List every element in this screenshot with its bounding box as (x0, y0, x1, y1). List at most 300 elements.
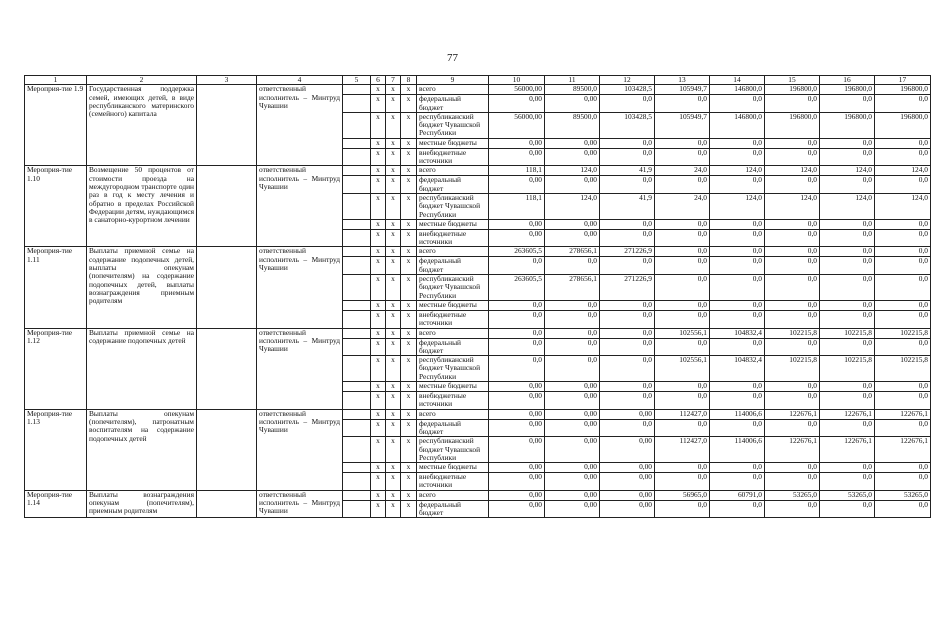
empty-cell (343, 437, 371, 463)
funding-source: местные бюджеты (417, 138, 489, 148)
amount-cell: 0,00 (600, 463, 655, 473)
amount-cell: 0,0 (545, 310, 600, 328)
x-mark: x (386, 356, 401, 382)
amount-cell: 196800,0 (875, 112, 931, 138)
amount-cell: 118,1 (489, 193, 545, 219)
empty-cell (343, 138, 371, 148)
amount-cell: 0,0 (655, 229, 710, 247)
funding-source: республиканский бюджет Чувашской Республики (417, 437, 489, 463)
x-mark: x (371, 166, 386, 176)
amount-cell: 0,00 (600, 437, 655, 463)
amount-cell: 0,00 (545, 437, 600, 463)
amount-cell: 0,0 (600, 356, 655, 382)
amount-cell: 102215,8 (820, 328, 875, 338)
column-number-header: 2 (87, 76, 197, 85)
amount-cell: 0,0 (600, 176, 655, 194)
funding-source: республиканский бюджет Чувашской Республики (417, 356, 489, 382)
amount-cell: 0,0 (710, 500, 765, 518)
amount-cell: 0,0 (765, 392, 820, 410)
amount-cell: 0,0 (655, 148, 710, 166)
amount-cell: 122676,1 (765, 409, 820, 419)
empty-cell (343, 328, 371, 338)
amount-cell: 0,0 (820, 382, 875, 392)
responsible-executor: ответственный исполнитель – Минтруд Чувашии (257, 328, 343, 409)
empty-cell (197, 409, 257, 490)
amount-cell: 0,0 (545, 300, 600, 310)
amount-cell: 0,0 (710, 300, 765, 310)
amount-cell: 196800,0 (765, 85, 820, 95)
amount-cell: 114006,6 (710, 409, 765, 419)
amount-cell: 0,0 (765, 247, 820, 257)
funding-source: внебюджетные источники (417, 310, 489, 328)
amount-cell: 89500,0 (545, 85, 600, 95)
amount-cell: 0,00 (489, 219, 545, 229)
funding-source: республиканский бюджет Чувашской Республики (417, 275, 489, 301)
amount-cell: 0,0 (875, 247, 931, 257)
empty-cell (343, 419, 371, 437)
x-mark: x (401, 356, 417, 382)
amount-cell: 278656,1 (545, 247, 600, 257)
responsible-executor: ответственный исполнитель – Минтруд Чувашии (257, 490, 343, 518)
amount-cell: 0,0 (820, 176, 875, 194)
amount-cell: 0,0 (545, 257, 600, 275)
amount-cell: 102215,8 (875, 328, 931, 338)
amount-cell: 56000,00 (489, 85, 545, 95)
amount-cell: 0,0 (655, 500, 710, 518)
funding-source: всего (417, 166, 489, 176)
amount-cell: 0,0 (655, 219, 710, 229)
responsible-executor: ответственный исполнитель – Минтруд Чувашии (257, 247, 343, 328)
column-number-header: 14 (710, 76, 765, 85)
amount-cell: 0,00 (545, 409, 600, 419)
empty-cell (197, 328, 257, 409)
x-mark: x (401, 437, 417, 463)
amount-cell: 0,0 (765, 419, 820, 437)
amount-cell: 0,0 (765, 176, 820, 194)
amount-cell: 0,0 (655, 338, 710, 356)
column-number-header: 3 (197, 76, 257, 85)
amount-cell: 196800,0 (875, 85, 931, 95)
amount-cell: 41,9 (600, 193, 655, 219)
amount-cell: 104832,4 (710, 356, 765, 382)
amount-cell: 118,1 (489, 166, 545, 176)
responsible-executor: ответственный исполнитель – Минтруд Чувашии (257, 166, 343, 247)
amount-cell: 0,00 (545, 419, 600, 437)
funding-source: всего (417, 409, 489, 419)
amount-cell: 0,0 (655, 463, 710, 473)
empty-cell (343, 338, 371, 356)
x-mark: x (371, 85, 386, 95)
column-number-header: 4 (257, 76, 343, 85)
amount-cell: 0,0 (875, 473, 931, 491)
amount-cell: 0,0 (820, 463, 875, 473)
x-mark: x (401, 112, 417, 138)
amount-cell: 0,0 (765, 382, 820, 392)
amount-cell: 104832,4 (710, 328, 765, 338)
empty-cell (197, 247, 257, 328)
amount-cell: 124,0 (765, 166, 820, 176)
amount-cell: 0,0 (489, 310, 545, 328)
empty-cell (343, 463, 371, 473)
funding-source: федеральный бюджет (417, 338, 489, 356)
amount-cell: 0,0 (765, 300, 820, 310)
amount-cell: 0,0 (545, 356, 600, 382)
x-mark: x (371, 219, 386, 229)
budget-table (24, 75, 931, 518)
x-mark: x (386, 275, 401, 301)
x-mark: x (386, 166, 401, 176)
amount-cell: 0,00 (545, 138, 600, 148)
empty-cell (343, 148, 371, 166)
responsible-executor: ответственный исполнитель – Минтруд Чувашии (257, 409, 343, 490)
x-mark: x (371, 409, 386, 419)
funding-source: внебюджетные источники (417, 229, 489, 247)
x-mark: x (401, 463, 417, 473)
amount-cell: 0,0 (875, 500, 931, 518)
x-mark: x (401, 257, 417, 275)
amount-cell: 0,00 (545, 473, 600, 491)
funding-source: федеральный бюджет (417, 257, 489, 275)
amount-cell: 0,0 (875, 419, 931, 437)
measure-name: Мероприя-тие 1.14 (25, 490, 87, 518)
amount-cell: 0,00 (545, 229, 600, 247)
x-mark: x (371, 300, 386, 310)
amount-cell: 0,00 (489, 148, 545, 166)
empty-cell (343, 392, 371, 410)
amount-cell: 278656,1 (545, 275, 600, 301)
amount-cell: 122676,1 (875, 437, 931, 463)
amount-cell: 0,0 (710, 275, 765, 301)
funding-source: внебюджетные источники (417, 473, 489, 491)
x-mark: x (386, 419, 401, 437)
x-mark: x (371, 176, 386, 194)
funding-source: внебюджетные источники (417, 148, 489, 166)
amount-cell: 102215,8 (765, 356, 820, 382)
amount-cell: 0,00 (545, 490, 600, 500)
column-number-header: 11 (545, 76, 600, 85)
amount-cell: 0,00 (489, 437, 545, 463)
x-mark: x (401, 310, 417, 328)
amount-cell: 124,0 (765, 193, 820, 219)
amount-cell: 0,00 (489, 500, 545, 518)
x-mark: x (401, 85, 417, 95)
amount-cell: 263605,5 (489, 275, 545, 301)
funding-source: всего (417, 490, 489, 500)
column-number-header: 15 (765, 76, 820, 85)
amount-cell: 0,00 (489, 95, 545, 113)
amount-cell: 56965,0 (655, 490, 710, 500)
funding-source: федеральный бюджет (417, 419, 489, 437)
table-row (25, 490, 931, 500)
empty-cell (343, 300, 371, 310)
x-mark: x (371, 247, 386, 257)
amount-cell: 0,0 (820, 500, 875, 518)
amount-cell: 0,0 (655, 247, 710, 257)
empty-cell (343, 219, 371, 229)
amount-cell: 124,0 (820, 166, 875, 176)
column-number-header: 5 (343, 76, 371, 85)
x-mark: x (401, 392, 417, 410)
amount-cell: 0,00 (545, 176, 600, 194)
amount-cell: 105949,7 (655, 112, 710, 138)
column-number-header: 9 (417, 76, 489, 85)
funding-source: федеральный бюджет (417, 176, 489, 194)
amount-cell: 0,0 (875, 138, 931, 148)
amount-cell: 0,00 (545, 500, 600, 518)
x-mark: x (401, 473, 417, 491)
amount-cell: 124,0 (710, 166, 765, 176)
amount-cell: 24,0 (655, 193, 710, 219)
x-mark: x (371, 112, 386, 138)
amount-cell: 105949,7 (655, 85, 710, 95)
x-mark: x (386, 338, 401, 356)
amount-cell: 0,0 (765, 310, 820, 328)
x-mark: x (386, 148, 401, 166)
amount-cell: 102215,8 (765, 328, 820, 338)
x-mark: x (371, 356, 386, 382)
x-mark: x (371, 338, 386, 356)
amount-cell: 0,0 (710, 148, 765, 166)
column-number-header: 12 (600, 76, 655, 85)
funding-source: местные бюджеты (417, 382, 489, 392)
amount-cell: 112427,0 (655, 409, 710, 419)
amount-cell: 0,0 (710, 310, 765, 328)
x-mark: x (401, 95, 417, 113)
amount-cell: 0,0 (710, 257, 765, 275)
amount-cell: 0,0 (655, 257, 710, 275)
amount-cell: 0,0 (600, 328, 655, 338)
amount-cell: 0,0 (820, 95, 875, 113)
amount-cell: 0,00 (489, 382, 545, 392)
amount-cell: 0,0 (875, 300, 931, 310)
amount-cell: 0,0 (875, 148, 931, 166)
empty-cell (343, 275, 371, 301)
amount-cell: 0,0 (710, 219, 765, 229)
x-mark: x (401, 490, 417, 500)
amount-cell: 0,0 (710, 463, 765, 473)
amount-cell: 0,0 (489, 356, 545, 382)
amount-cell: 0,0 (875, 257, 931, 275)
x-mark: x (371, 328, 386, 338)
amount-cell: 0,0 (710, 473, 765, 491)
x-mark: x (386, 176, 401, 194)
empty-cell (343, 473, 371, 491)
amount-cell: 0,0 (655, 138, 710, 148)
empty-cell (343, 95, 371, 113)
amount-cell: 0,0 (875, 463, 931, 473)
funding-source: федеральный бюджет (417, 500, 489, 518)
amount-cell: 0,0 (875, 275, 931, 301)
amount-cell: 103428,5 (600, 112, 655, 138)
x-mark: x (386, 500, 401, 518)
funding-source: местные бюджеты (417, 463, 489, 473)
x-mark: x (386, 490, 401, 500)
empty-cell (343, 409, 371, 419)
amount-cell: 0,00 (545, 148, 600, 166)
amount-cell: 0,0 (600, 310, 655, 328)
amount-cell: 0,0 (765, 95, 820, 113)
x-mark: x (371, 275, 386, 301)
x-mark: x (386, 229, 401, 247)
amount-cell: 102556,1 (655, 356, 710, 382)
amount-cell: 0,0 (489, 338, 545, 356)
x-mark: x (371, 382, 386, 392)
amount-cell: 0,0 (600, 219, 655, 229)
column-number-header: 16 (820, 76, 875, 85)
x-mark: x (386, 409, 401, 419)
amount-cell: 0,0 (655, 176, 710, 194)
amount-cell: 0,00 (489, 419, 545, 437)
amount-cell: 122676,1 (765, 437, 820, 463)
amount-cell: 271226,9 (600, 275, 655, 301)
amount-cell: 0,0 (820, 310, 875, 328)
amount-cell: 0,0 (820, 229, 875, 247)
measure-description: Выплаты вознаграждения опекунам (попечителям), приемным родителям (87, 490, 197, 518)
amount-cell: 0,0 (875, 382, 931, 392)
amount-cell: 0,0 (765, 148, 820, 166)
amount-cell: 0,0 (820, 300, 875, 310)
empty-cell (197, 490, 257, 518)
x-mark: x (386, 95, 401, 113)
x-mark: x (401, 247, 417, 257)
amount-cell: 0,0 (875, 310, 931, 328)
x-mark: x (401, 219, 417, 229)
amount-cell: 0,0 (655, 419, 710, 437)
amount-cell: 0,0 (655, 392, 710, 410)
x-mark: x (371, 419, 386, 437)
amount-cell: 0,0 (600, 300, 655, 310)
amount-cell: 0,00 (489, 392, 545, 410)
column-number-header: 6 (371, 76, 386, 85)
amount-cell: 53265,0 (765, 490, 820, 500)
x-mark: x (401, 166, 417, 176)
x-mark: x (401, 300, 417, 310)
amount-cell: 124,0 (545, 166, 600, 176)
amount-cell: 0,0 (545, 338, 600, 356)
x-mark: x (401, 338, 417, 356)
x-mark: x (401, 229, 417, 247)
amount-cell: 0,0 (875, 95, 931, 113)
empty-cell (343, 193, 371, 219)
amount-cell: 0,0 (765, 229, 820, 247)
table-row (25, 409, 931, 419)
x-mark: x (386, 85, 401, 95)
amount-cell: 0,0 (765, 219, 820, 229)
measure-description: Возмещение 50 процентов от стоимости проезда на междугородном транспорте один раз в год к месту лечения и обратно в пределах Российской Федерации детям, нуждающимся в санаторно-курортном лечении (87, 166, 197, 247)
x-mark: x (401, 419, 417, 437)
amount-cell: 0,0 (489, 328, 545, 338)
table-body (25, 76, 931, 518)
amount-cell: 0,0 (655, 95, 710, 113)
amount-cell: 0,0 (600, 392, 655, 410)
amount-cell: 122676,1 (820, 437, 875, 463)
column-number-header: 17 (875, 76, 931, 85)
x-mark: x (401, 148, 417, 166)
amount-cell: 0,00 (545, 382, 600, 392)
measure-name: Мероприя-тие 1.13 (25, 409, 87, 490)
amount-cell: 124,0 (710, 193, 765, 219)
x-mark: x (371, 473, 386, 491)
amount-cell: 0,0 (710, 392, 765, 410)
amount-cell: 102556,1 (655, 328, 710, 338)
amount-cell: 0,0 (710, 247, 765, 257)
x-mark: x (386, 219, 401, 229)
x-mark: x (371, 229, 386, 247)
x-mark: x (386, 310, 401, 328)
x-mark: x (386, 437, 401, 463)
x-mark: x (371, 138, 386, 148)
amount-cell: 0,00 (545, 95, 600, 113)
table-row (25, 85, 931, 95)
amount-cell: 0,0 (820, 473, 875, 491)
funding-source: местные бюджеты (417, 300, 489, 310)
amount-cell: 0,0 (820, 338, 875, 356)
table-row (25, 247, 931, 257)
amount-cell: 53265,0 (820, 490, 875, 500)
amount-cell: 146800,0 (710, 85, 765, 95)
amount-cell: 0,00 (489, 473, 545, 491)
x-mark: x (386, 463, 401, 473)
amount-cell: 0,0 (545, 328, 600, 338)
x-mark: x (371, 193, 386, 219)
amount-cell: 0,0 (875, 338, 931, 356)
measure-name: Мероприя-тие 1.10 (25, 166, 87, 247)
measure-name: Мероприя-тие 1.12 (25, 328, 87, 409)
amount-cell: 0,0 (820, 148, 875, 166)
amount-cell: 0,0 (710, 176, 765, 194)
measure-description: Выплаты приемной семье на содержание подопечных детей (87, 328, 197, 409)
amount-cell: 0,00 (489, 229, 545, 247)
amount-cell: 56000,00 (489, 112, 545, 138)
amount-cell: 0,0 (600, 257, 655, 275)
empty-cell (343, 382, 371, 392)
empty-cell (197, 85, 257, 166)
x-mark: x (401, 275, 417, 301)
amount-cell: 0,0 (655, 275, 710, 301)
empty-cell (197, 166, 257, 247)
amount-cell: 0,0 (765, 463, 820, 473)
amount-cell: 60791,0 (710, 490, 765, 500)
amount-cell: 102215,8 (875, 356, 931, 382)
x-mark: x (386, 382, 401, 392)
amount-cell: 0,00 (489, 490, 545, 500)
amount-cell: 271226,9 (600, 247, 655, 257)
amount-cell: 0,0 (820, 257, 875, 275)
x-mark: x (386, 138, 401, 148)
amount-cell: 196800,0 (765, 112, 820, 138)
amount-cell: 0,0 (489, 257, 545, 275)
amount-cell: 124,0 (875, 193, 931, 219)
amount-cell: 0,00 (545, 219, 600, 229)
amount-cell: 89500,0 (545, 112, 600, 138)
x-mark: x (386, 300, 401, 310)
column-number-header: 7 (386, 76, 401, 85)
x-mark: x (401, 328, 417, 338)
amount-cell: 0,0 (765, 138, 820, 148)
x-mark: x (371, 148, 386, 166)
measure-description: Государственная поддержка семей, имеющих детей, в виде республиканского материнского (семейного) капитала (87, 85, 197, 166)
table-row (25, 328, 931, 338)
x-mark: x (386, 247, 401, 257)
amount-cell: 0,0 (820, 138, 875, 148)
amount-cell: 0,0 (655, 310, 710, 328)
measure-name: Мероприя-тие 1.9 (25, 85, 87, 166)
amount-cell: 0,0 (600, 338, 655, 356)
amount-cell: 0,00 (545, 392, 600, 410)
amount-cell: 0,0 (875, 392, 931, 410)
amount-cell: 122676,1 (820, 409, 875, 419)
table-row (25, 166, 931, 176)
